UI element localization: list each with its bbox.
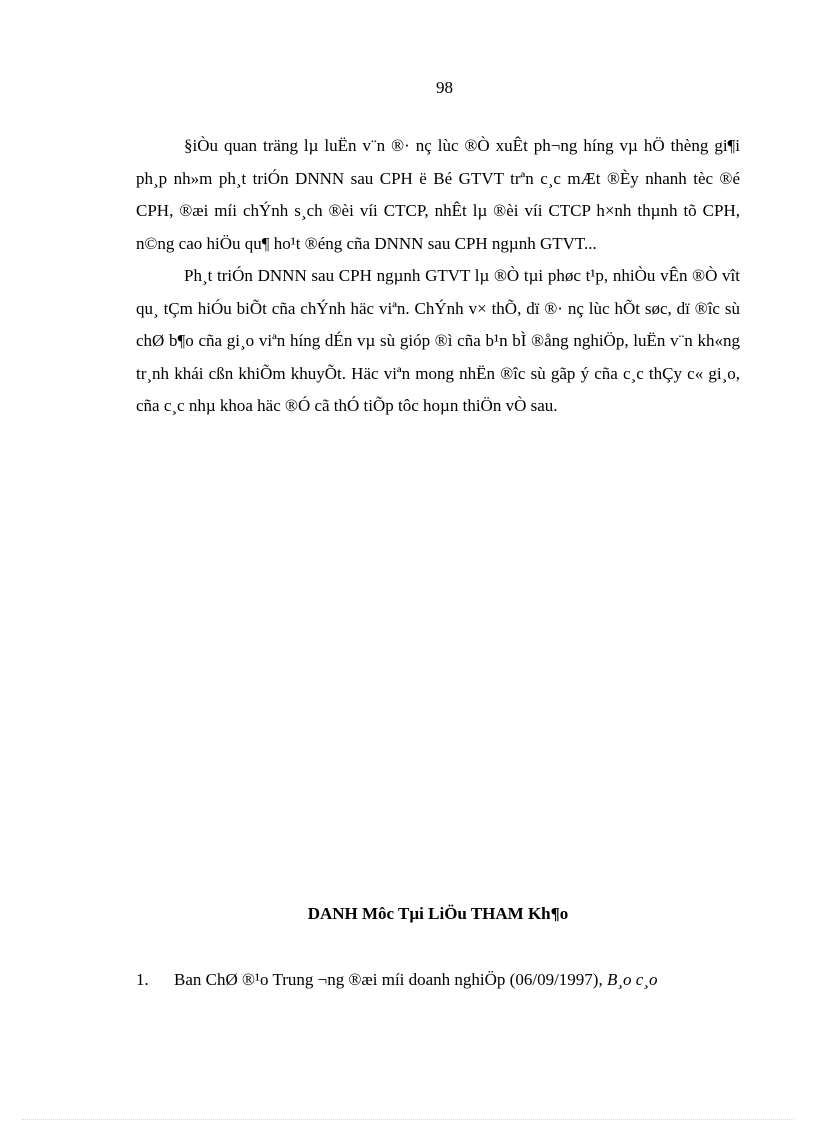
page-bottom-rule xyxy=(22,1119,794,1120)
references-heading: DANH Môc Tµi LiÖu THAM Kh¶o xyxy=(307,904,569,923)
conclusion-text xyxy=(136,130,740,423)
reference-item-1 xyxy=(136,970,740,990)
reference-number: 1. xyxy=(136,970,149,989)
reference-text: Ban ChØ ®¹o Trung ¬ng ®æi míi doanh nghiÖp (06/09/1997), xyxy=(174,970,607,989)
reference-italic-title: B¸o c¸o xyxy=(606,970,658,989)
paragraph-1: §iÒu quan träng lµ luËn v¨n ®· nç lùc ®Ò xuÊt ph¬ng híng vµ hÖ thèng gi¶i ph¸p nh»m ph¸t triÓn DNNN sau CPH ë Bé GTVT trªn c¸c mÆt ®Èy nhanh tèc ®é CPH, ®æi míi chÝnh s¸ch ®èi víi CTCP, nhÊt lµ ®èi víi CTCP h×nh thµnh tõ CPH, n©ng cao hiÖu qu¶ ho¹t ®éng cña DNNN sau CPH ngµnh GTVT... xyxy=(136,136,740,253)
paragraph-2: Ph¸t triÓn DNNN sau CPH ngµnh GTVT lµ ®Ò tµi phøc t¹p, nhiÒu vÊn ®Ò vît qu¸ tÇm hiÓu biÕt cña chÝnh häc viªn. ChÝnh v× thÕ, dï ®· nç lùc hÕt søc, dï ®îc sù chØ b¶o cña gi¸o viªn híng dÉn vµ sù gióp ®ì cña b¹n bÌ ®ång nghiÖp, luËn v¨n kh«ng tr¸nh khái cßn khiÕm khuyÕt. Häc viªn mong nhËn ®îc sù gãp ý cña c¸c thÇy c« gi¸o, cña c¸c nhµ khoa häc ®Ó cã thÓ tiÕp tôc hoµn thiÖn vÒ sau. xyxy=(136,266,740,415)
page-number: 98 xyxy=(436,78,453,97)
